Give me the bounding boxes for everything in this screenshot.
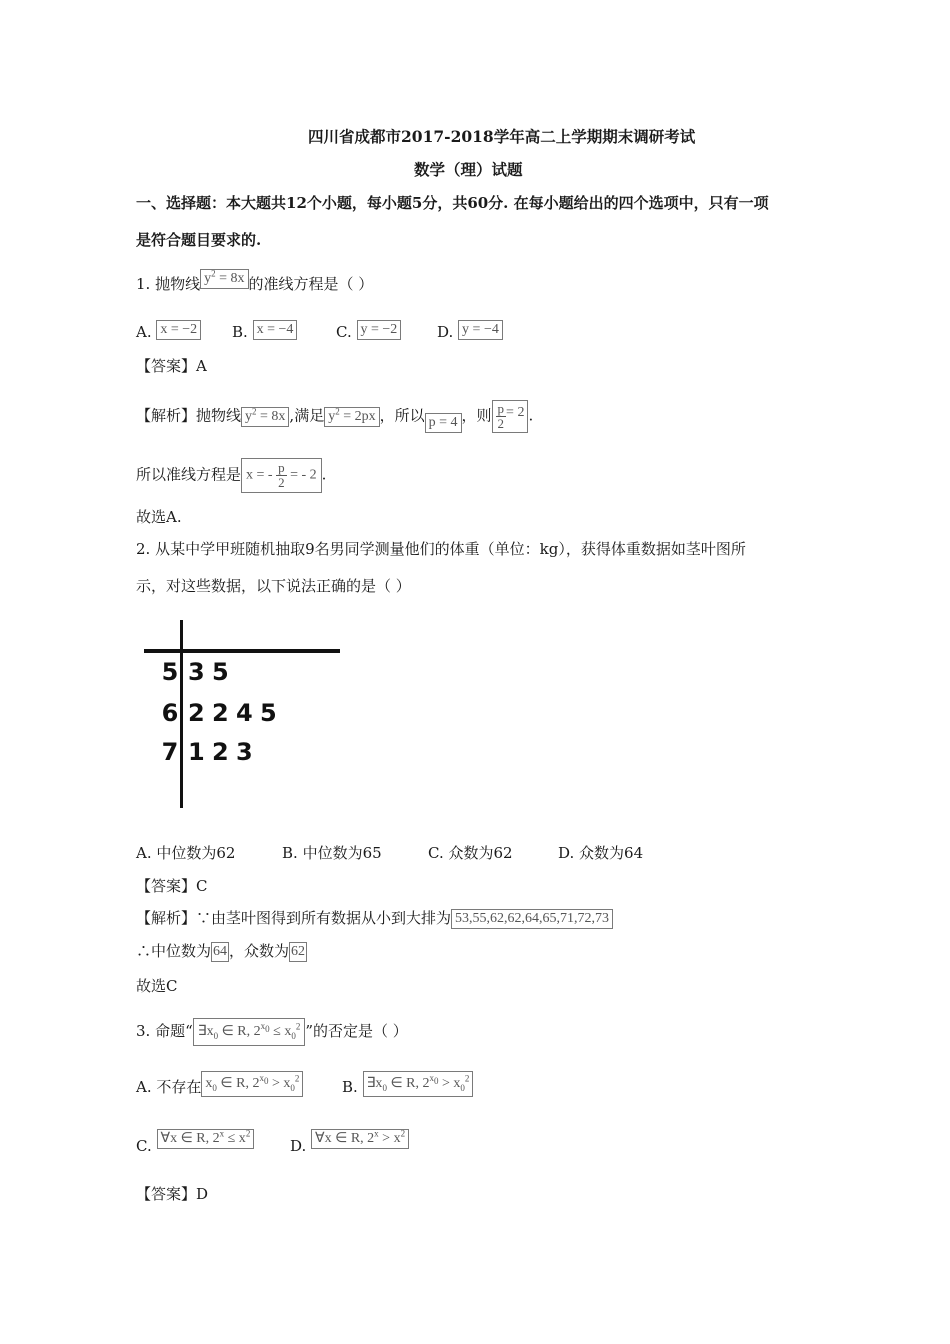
q1-analysis-formula-1: $y^2 = 8x$ bbox=[241, 407, 289, 427]
leaves-5: 3 5 bbox=[188, 658, 229, 686]
q2-median: 64 bbox=[211, 942, 229, 962]
q3-options-row1 bbox=[136, 1075, 473, 1101]
q3-formula: $\exists x_0$ ∈ R, $2^{x_0} \le x_0^2$ bbox=[193, 1018, 306, 1046]
q2-analysis-line2: ∴中位数为 64 ，众数为 62 bbox=[136, 942, 306, 960]
q1-option-b: B. x = −4 bbox=[232, 322, 336, 343]
q2-answer: 【答案】C bbox=[136, 877, 208, 895]
q1-option-a-formula: x = −2 bbox=[156, 320, 201, 340]
q1-conclusion: 故选A. bbox=[136, 508, 182, 526]
q1-option-c: C. y = −2 bbox=[336, 322, 437, 343]
q1-stem bbox=[136, 268, 374, 295]
stem-leaf-divider-horizontal bbox=[144, 649, 340, 653]
q1-analysis-formula-2: $y^2 = 2px$ bbox=[324, 407, 379, 427]
q3-option-b: B. $\exists x_0$ ∈ R, $2^{x_0} > x_0^2$ bbox=[342, 1075, 473, 1101]
q2-sorted-data: 53,55,62,62,64,65,71,72,73 bbox=[451, 909, 613, 929]
q2-options bbox=[136, 843, 643, 863]
q2-stem: 2. 从某中学甲班随机抽取9名男同学测量他们的体重（单位：kg），获得体重数据如茎叶图所 bbox=[136, 540, 746, 558]
section-instructions: 一、选择题：本大题共12个小题，每小题5分，共60分. 在每小题给出的四个选项中，只有一项 bbox=[136, 194, 769, 212]
q3-option-d: D. ∀x ∈ R, $2^x > x^2$ bbox=[290, 1136, 409, 1157]
document-subtitle: 数学（理）试题 bbox=[414, 160, 523, 179]
q2-option-d: D. 众数为64 bbox=[558, 844, 644, 862]
q1-analysis-formula-3: p = 4 bbox=[425, 413, 462, 433]
q3-option-c-formula: ∀x ∈ R, $2^x \le x^2$ bbox=[157, 1129, 255, 1149]
document-title: 四川省成都市2017-2018学年高二上学期期末调研考试 bbox=[308, 127, 696, 146]
q2-option-a: A. 中位数为62 bbox=[136, 844, 236, 862]
q1-suffix: 的准线方程是（ ） bbox=[248, 275, 374, 293]
stem-leaf-plot bbox=[140, 612, 340, 808]
q1-option-d-formula: y = −4 bbox=[458, 320, 503, 340]
q2-option-b: B. 中位数为65 bbox=[282, 844, 382, 862]
q1-option-b-formula: x = −4 bbox=[253, 320, 298, 340]
q3-option-a-formula: $x_0$ ∈ R, $2^{x_0} > x_0^2$ bbox=[201, 1071, 303, 1097]
stem-7: 7 bbox=[161, 738, 179, 766]
q1-prefix: 1. 抛物线 bbox=[136, 275, 201, 293]
q1-analysis-line2: 所以准线方程是 x = - $\frac{p}{2}$ = - 2 . bbox=[136, 458, 326, 493]
q1-option-d: D. y = −4 bbox=[437, 322, 503, 343]
leaves-7: 1 2 3 bbox=[188, 738, 253, 766]
q2-mode: 62 bbox=[289, 942, 307, 962]
q1-option-c-formula: y = −2 bbox=[357, 320, 402, 340]
q1-option-a: A. x = −2 bbox=[136, 322, 232, 343]
q1-options bbox=[136, 322, 503, 343]
q3-options-row2 bbox=[136, 1128, 409, 1157]
q2-option-c: C. 众数为62 bbox=[428, 844, 513, 862]
q1-formula: $y^2 = 8x$ bbox=[200, 269, 248, 289]
q3-option-d-formula: ∀x ∈ R, $2^x > x^2$ bbox=[311, 1129, 409, 1149]
section-instructions-cont: 是符合题目要求的. bbox=[136, 231, 262, 249]
q2-analysis: 【解析】∵由茎叶图得到所有数据从小到大排为 53,55,62,62,64,65,71,72,73 bbox=[136, 908, 613, 929]
q1-directrix-formula: x = - $\frac{p}{2}$ = - 2 bbox=[241, 458, 322, 493]
q3-stem: 3. 命题“ $\exists x_0$ ∈ R, $2^{x_0} \le x_0^2$ ”的否定是（ ） bbox=[136, 1018, 408, 1046]
q3-option-c: C. ∀x ∈ R, $2^x \le x^2$ bbox=[136, 1136, 290, 1157]
stem-5: 5 bbox=[161, 658, 179, 686]
q3-option-b-formula: $\exists x_0$ ∈ R, $2^{x_0} > x_0^2$ bbox=[363, 1071, 474, 1097]
stem-6: 6 bbox=[161, 699, 179, 727]
q1-answer: 【答案】A bbox=[136, 357, 207, 375]
q2-stem-cont: 示，对这些数据，以下说法正确的是（ ） bbox=[136, 577, 411, 595]
q3-answer: 【答案】D bbox=[136, 1185, 209, 1203]
q3-option-a: A. 不存在 $x_0$ ∈ R, $2^{x_0} > x_0^2$ bbox=[136, 1075, 342, 1101]
leaves-6: 2 2 4 5 bbox=[188, 699, 277, 727]
q1-analysis-formula-4: $\frac{p}{2}$ = 2 bbox=[492, 400, 529, 433]
q1-analysis: 【解析】抛物线 $y^2 = 8x$ ,满足 $y^2 = 2px$ ，所以 p = 4 ，则 $\frac{p}{2}$ = 2 . bbox=[136, 401, 534, 431]
q2-conclusion: 故选C bbox=[136, 977, 178, 995]
